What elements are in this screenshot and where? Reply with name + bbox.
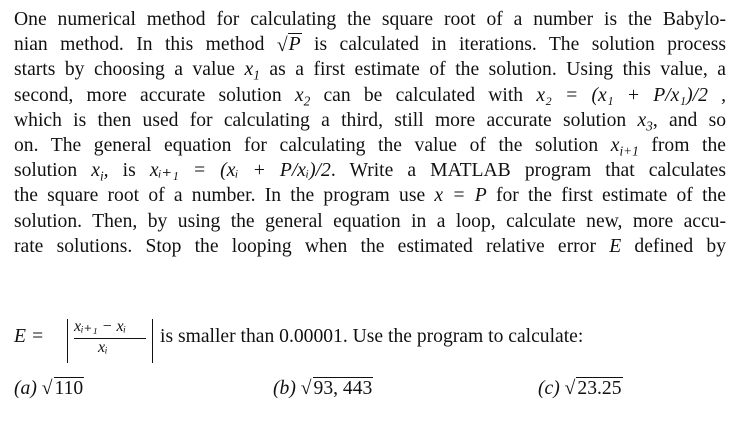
part-b — [273, 378, 373, 400]
x2-equation: x₂ = (x₁ + P/x₁)/2 , — [536, 84, 727, 106]
sqrt-c: √ 23.25 — [564, 377, 622, 399]
absolute-value-fraction — [67, 319, 153, 363]
error-lhs: E = — [14, 326, 45, 347]
text-line-3: starts by choosing a value $x_1$ as a first estimate of the solution. Using this value, a — [14, 59, 726, 83]
text-line-1: One numerical method for calculating the square root of a number is the Babylo- — [14, 9, 726, 30]
part-c — [538, 378, 623, 400]
text-line-9: solution. Then, by using the general equation in a loop, calculate new, more accu- — [14, 210, 726, 232]
xi-symbol: $x_i$, — [91, 160, 109, 184]
error-formula-row — [14, 317, 726, 367]
part-label: (b) — [273, 378, 296, 399]
text-line-7: solution $x_i$, is xᵢ₊₁ = (xᵢ + P/xᵢ)/2. Write a MATLAB program that calculates — [14, 160, 726, 184]
error-threshold-text: is smaller than 0.00001. Use the program to calculate: — [160, 326, 584, 347]
sqrt-b: √ 93, 443 — [300, 377, 373, 399]
x1-symbol: $x_1$ — [244, 59, 260, 83]
fraction-numerator: xᵢ₊₁ − xᵢ — [74, 318, 127, 335]
text-line-10: rate solutions. Stop the looping when the estimated relative error E defined by — [14, 235, 726, 257]
text-line-6: on. The general equation for calculating the value of the solution $x_{i+1}$ from the — [14, 135, 726, 159]
x2-symbol: $x_2$ — [294, 84, 311, 108]
part-label: (c) — [538, 378, 560, 399]
text-line-2: nian method. In this method √ P is calculated in iterations. The solution process — [14, 34, 727, 57]
first-estimate-equation: x = P — [434, 185, 487, 207]
x3-symbol: $x_3$ — [637, 109, 653, 134]
general-equation: xᵢ₊₁ = (xᵢ + P/xᵢ)/2 — [149, 160, 331, 182]
text-line-8: the square root of a number. In the program use x = P for the first estimate of the — [14, 185, 727, 207]
e-symbol: E — [609, 235, 622, 257]
text-line-4: second, more accurate solution $x_2$ can be calculated with x₂ = (x₁ + P/x₁)/2 , — [14, 84, 727, 108]
fraction-denominator: xᵢ — [98, 339, 108, 356]
fraction-bar — [74, 338, 146, 339]
sqrt-a: √ 110 — [41, 377, 84, 399]
part-label: (a) — [14, 378, 37, 399]
xi1-symbol: $x_{i+1}$ — [610, 135, 639, 159]
sqrt-p: √ P — [276, 34, 301, 57]
problem-paragraph — [14, 7, 726, 259]
part-a — [14, 378, 84, 400]
text-line-5: which is then used for calculating a third, still more accurate solution $x_3$, and so — [14, 109, 727, 134]
